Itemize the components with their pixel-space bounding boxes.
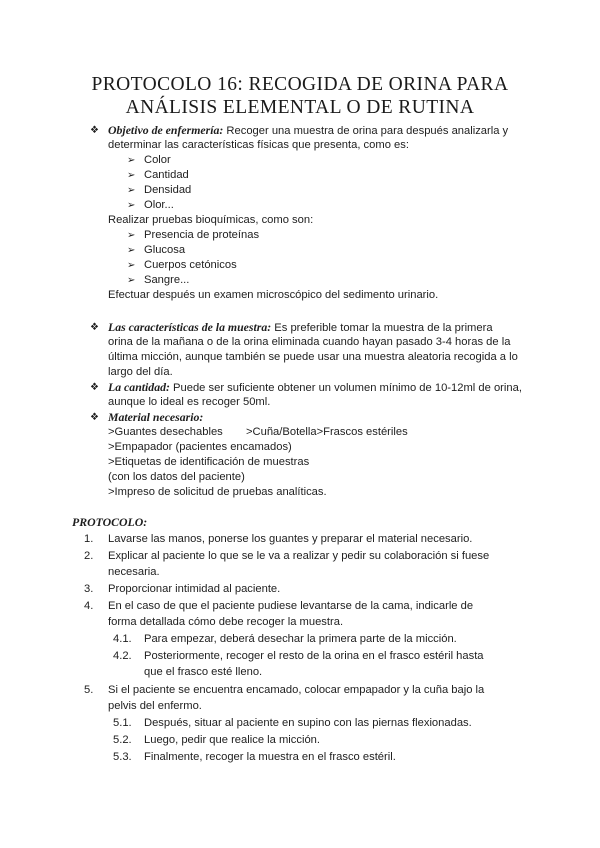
- step-text: necesaria.: [108, 566, 160, 578]
- step-number: 5.3.: [113, 751, 132, 763]
- material-row-3: >Etiquetas de identificación de muestras: [108, 456, 310, 468]
- diamond-bullet-icon: ❖: [90, 322, 99, 333]
- arrow-bullet-icon: ➢: [127, 245, 136, 256]
- step-number: 4.1.: [113, 633, 132, 645]
- diamond-bullet-icon: ❖: [90, 382, 99, 393]
- material-row-5: >Impreso de solicitud de pruebas analíticas.: [108, 486, 327, 498]
- cantidad-label: La cantidad:: [108, 380, 170, 394]
- fisica-item: Olor...: [144, 199, 174, 211]
- step-number: 5.: [84, 684, 94, 696]
- arrow-bullet-icon: ➢: [127, 170, 136, 181]
- bioquimica-item: Glucosa: [144, 244, 186, 256]
- material-label-line: [108, 410, 203, 426]
- arrow-bullet-icon: ➢: [127, 155, 136, 166]
- arrow-bullet-icon: ➢: [127, 200, 136, 211]
- material-row-1b: >Cuña/Botella>Frascos estériles: [246, 426, 408, 438]
- fisica-item: Densidad: [144, 184, 192, 196]
- step-number: 4.: [84, 600, 94, 612]
- arrow-bullet-icon: ➢: [127, 260, 136, 271]
- diamond-bullet-icon: ❖: [90, 412, 99, 423]
- arrow-bullet-icon: ➢: [127, 275, 136, 286]
- cantidad-text-2: aunque lo ideal es recoger 50ml.: [108, 396, 271, 408]
- caracteristicas-line-1: [108, 320, 493, 336]
- arrow-bullet-icon: ➢: [127, 185, 136, 196]
- objetivo-text-1: Recoger una muestra de orina para después analizarla y: [223, 125, 509, 137]
- step-text: En el caso de que el paciente pudiese levantarse de la cama, indicarle de: [108, 600, 474, 612]
- step-number: 1.: [84, 533, 94, 545]
- step-number: 5.2.: [113, 734, 132, 746]
- caracteristicas-text-2: orina de la mañana o de la orina eliminada cuando hayan pasado 3-4 horas de la: [108, 336, 511, 348]
- step-text: Después, situar al paciente en supino con las piernas flexionadas.: [144, 717, 472, 729]
- cantidad-text-1: Puede ser suficiente obtener un volumen mínimo de 10-12ml de orina,: [169, 382, 522, 394]
- step-number: 4.2.: [113, 650, 132, 662]
- step-number: 3.: [84, 583, 94, 595]
- material-label: Material necesario:: [108, 410, 204, 424]
- step-text: forma detallada cómo debe recoger la muestra.: [108, 616, 344, 628]
- step-text: pelvis del enfermo.: [108, 700, 202, 712]
- step-text: Finalmente, recoger la muestra en el frasco estéril.: [144, 751, 396, 763]
- objetivo-label: Objetivo de enfermería:: [108, 123, 224, 137]
- bioquimica-item: Presencia de proteínas: [144, 229, 260, 241]
- step-text: Lavarse las manos, ponerse los guantes y preparar el material necesario.: [108, 533, 473, 545]
- protocolo-heading: PROTOCOLO:: [72, 515, 148, 529]
- objetivo-line-1: [108, 123, 508, 139]
- material-row-4: (con los datos del paciente): [108, 471, 245, 483]
- diamond-bullet-icon: ❖: [90, 125, 99, 136]
- cantidad-line-1: [108, 380, 522, 396]
- bioquimica-item: Sangre...: [144, 274, 190, 286]
- page-title-line-1: PROTOCOLO 16: RECOGIDA DE ORINA PARA: [91, 74, 509, 95]
- caracteristicas-text-3: última micción, aunque también se puede usar una muestra aleatoria recogida a lo: [108, 351, 518, 363]
- material-row-1a: >Guantes desechables: [108, 426, 223, 438]
- step-text: Luego, pedir que realice la micción.: [144, 734, 320, 746]
- material-row-2: >Empapador (pacientes encamados): [108, 441, 292, 453]
- bioquimica-item: Cuerpos cetónicos: [144, 259, 237, 271]
- step-text: Proporcionar intimidad al paciente.: [108, 583, 281, 595]
- caracteristicas-text-4: largo del día.: [108, 366, 173, 378]
- step-number: 5.1.: [113, 717, 132, 729]
- caracteristicas-label: Las características de la muestra:: [108, 320, 272, 334]
- arrow-bullet-icon: ➢: [127, 230, 136, 241]
- step-text: Para empezar, deberá desechar la primera parte de la micción.: [144, 633, 457, 645]
- fisica-item: Cantidad: [144, 169, 189, 181]
- fisica-item: Color: [144, 154, 171, 166]
- step-text: Posteriormente, recoger el resto de la orina en el frasco estéril hasta: [144, 650, 484, 662]
- step-number: 2.: [84, 550, 94, 562]
- step-text: que el frasco esté lleno.: [144, 666, 263, 678]
- objetivo-text-2: determinar las características físicas que presenta, como es:: [108, 139, 409, 151]
- step-text: Explicar al paciente lo que se le va a realizar y pedir su colaboración si fuese: [108, 550, 490, 562]
- step-text: Si el paciente se encuentra encamado, colocar empapador y la cuña bajo la: [108, 684, 485, 696]
- bioquimicas-intro: Realizar pruebas bioquímicas, como son:: [108, 214, 314, 226]
- objetivo-final: Efectuar después un examen microscópico del sedimento urinario.: [108, 289, 439, 301]
- page-title-line-2: ANÁLISIS ELEMENTAL O DE RUTINA: [125, 97, 475, 118]
- caracteristicas-text-1: Es preferible tomar la muestra de la primera: [271, 322, 493, 334]
